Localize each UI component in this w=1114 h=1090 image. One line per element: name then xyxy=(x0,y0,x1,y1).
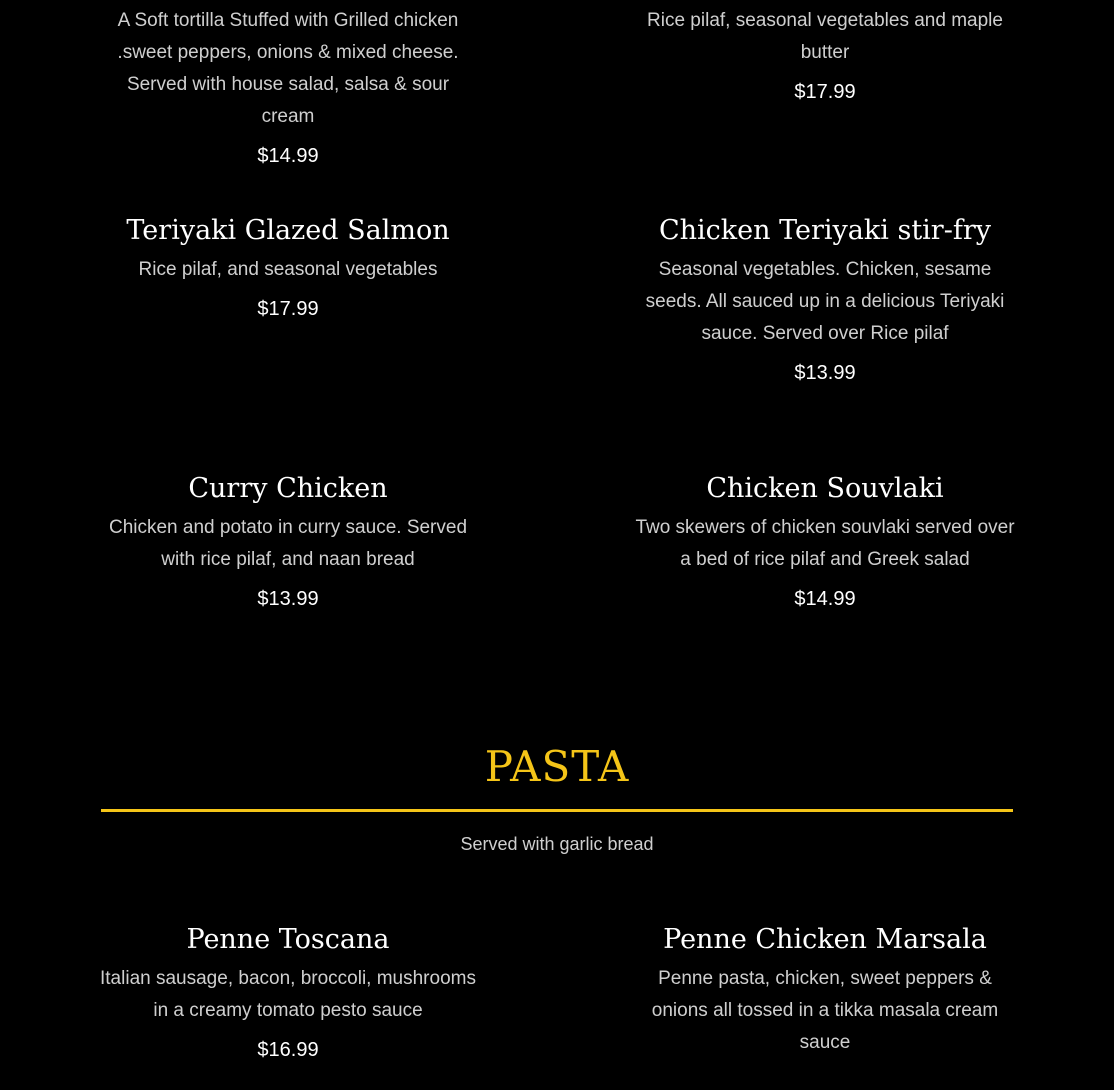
menu-item-name: Chicken Souvlaki xyxy=(706,473,944,504)
section-note: Served with garlic bread xyxy=(460,834,654,854)
menu-item-price: $13.99 xyxy=(257,588,319,610)
section-divider xyxy=(101,809,1013,812)
section-title-pasta: PASTA xyxy=(484,742,630,791)
menu-item-price: $17.99 xyxy=(257,298,319,320)
menu-item-curry-chicken xyxy=(98,472,478,614)
menu-item-price: $14.99 xyxy=(257,145,319,167)
menu-item-name: Penne Toscana xyxy=(186,924,390,955)
menu-item-name: Penne Chicken Marsala xyxy=(663,924,987,955)
menu-item-description: Seasonal vegetables. Chicken, sesame seeds. All sauced up in a delicious Teriyaki sauce. Served over Rice pilaf xyxy=(645,259,1005,344)
menu-item-description: Chicken and potato in curry sauce. Served with rice pilaf, and naan bread xyxy=(108,517,468,570)
menu-item-price: $14.99 xyxy=(794,588,856,610)
menu-item-chicken-souvlaki xyxy=(635,472,1015,614)
menu-item-description: Italian sausage, bacon, broccoli, mushrooms in a creamy tomato pesto sauce xyxy=(100,968,476,1021)
menu-item-price: $13.99 xyxy=(794,362,856,384)
menu-item-description: Rice pilaf, and seasonal vegetables xyxy=(138,259,438,280)
menu-item-name: Chicken Teriyaki stir-fry xyxy=(658,215,991,246)
menu-item-description: Penne pasta, chicken, sweet peppers & onions all tossed in a tikka masala cream sauce xyxy=(651,968,999,1053)
menu-item-name: Teriyaki Glazed Salmon xyxy=(126,215,450,246)
menu-item-description: A Soft tortilla Stuffed with Grilled chicken .sweet peppers, onions & mixed cheese. Served with house salad, salsa & sour cream xyxy=(117,10,459,127)
menu-item-chicken-teriyaki-stir-fry xyxy=(635,214,1015,388)
menu-item-penne-chicken-marsala xyxy=(635,923,1015,1059)
menu-item-description: Rice pilaf, seasonal vegetables and maple butter xyxy=(647,10,1003,63)
menu-item-price: $16.99 xyxy=(257,1039,319,1061)
menu-item-price: $17.99 xyxy=(794,81,856,103)
menu-item-penne-toscana xyxy=(98,923,478,1065)
menu-item-grilled-chicken-quesadilla xyxy=(98,5,478,171)
menu-item-description: Two skewers of chicken souvlaki served over a bed of rice pilaf and Greek salad xyxy=(635,517,1015,570)
menu-item-teriyaki-glazed-salmon xyxy=(98,214,478,324)
menu-item-name: Curry Chicken xyxy=(188,473,388,504)
menu-item-maple-butter-dish xyxy=(635,5,1015,107)
